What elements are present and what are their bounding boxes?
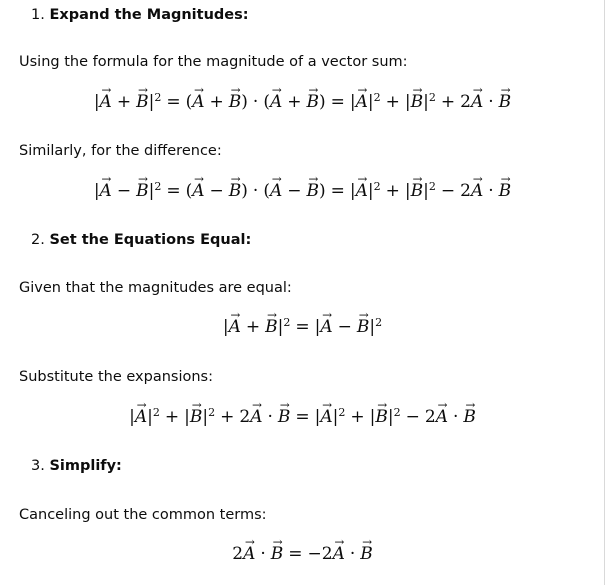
step-title: Set the Equations Equal: (49, 232, 252, 248)
paragraph-substitute: Substitute the expansions: (19, 369, 213, 385)
paragraph-magnitudes-equal: Given that the magnitudes are equal: (19, 280, 292, 296)
equation-substitution: |→ $A|^2$ + |→ $B|^2 + 2\to A \cdot\to B$ = |→ $A|^2$ + |→ $B|^2 - 2\to A \cdot\to B$ (0, 407, 605, 427)
step-2-heading (31, 232, 251, 248)
equation-simplified: 2→ A ·→ B = −2→ A ·→ B (0, 544, 605, 564)
step-number: 1. (31, 7, 45, 23)
step-number: 3. (31, 458, 45, 474)
equation-difference-expansion: |→ $A -\to B|^2$ = (→ A −→ B) · (→ A −→ B) = |→ $A|^2$ + |→ $B|^2 - 2\to A \cdot\to B$ (0, 181, 605, 201)
paragraph-sum-formula: Using the formula for the magnitude of a vector sum: (19, 54, 408, 70)
equation-magnitudes-equal: |→ $A +\to B|^2$ = |→ $A -\to B|^2$ (0, 317, 605, 337)
step-title: Simplify: (49, 458, 122, 474)
step-title: Expand the Magnitudes: (49, 7, 249, 23)
step-3-heading (31, 458, 122, 474)
step-number: 2. (31, 232, 45, 248)
paragraph-canceling: Canceling out the common terms: (19, 507, 267, 523)
paragraph-difference: Similarly, for the difference: (19, 143, 222, 159)
equation-sum-expansion: |→ $A +\to B|^2$ = (→ A +→ B) · (→ A +→ B) = |→ $A|^2$ + |→ $B|^2 + 2\to A \cdot\to B$ (0, 92, 605, 112)
step-1-heading (31, 7, 249, 23)
